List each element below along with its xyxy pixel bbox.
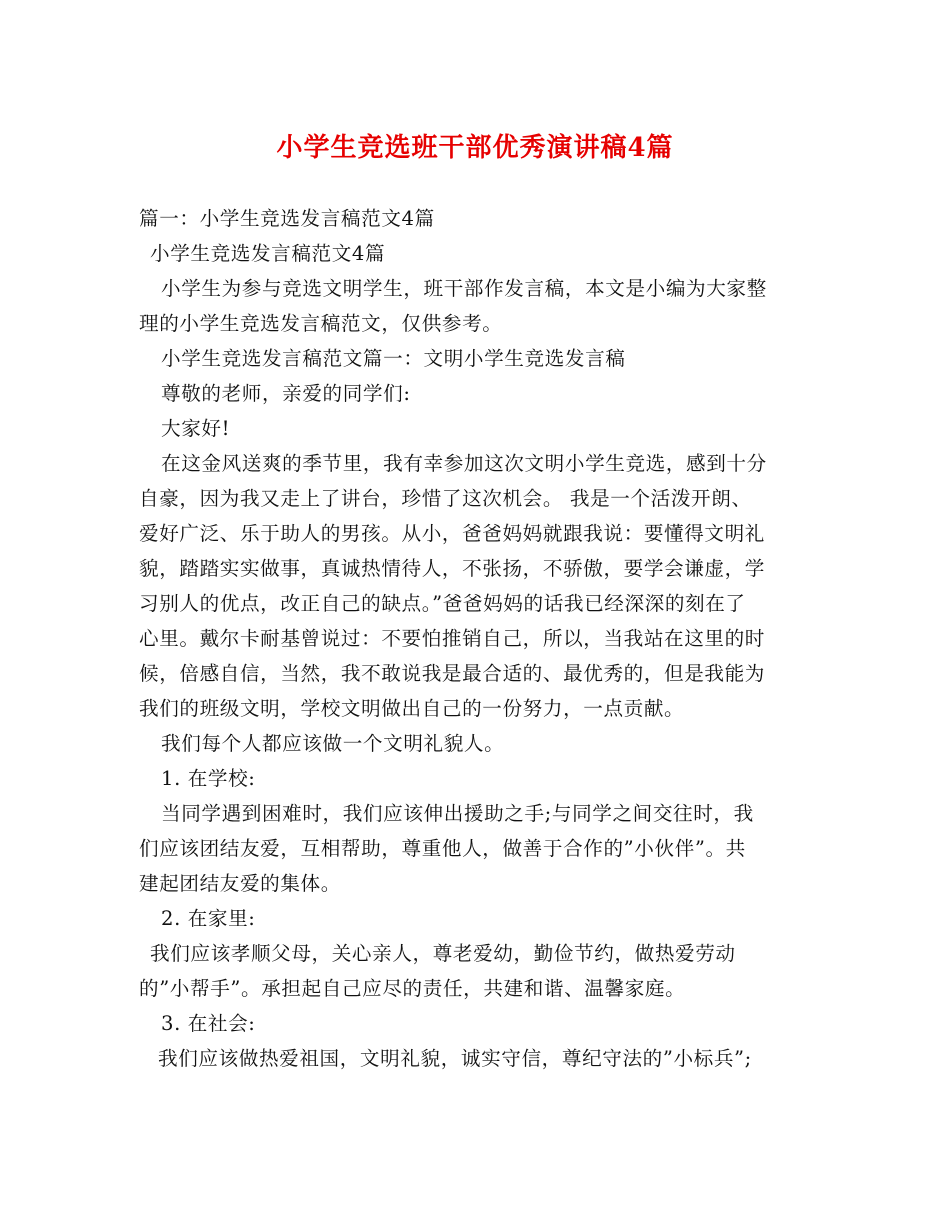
text-line: 的”小帮手”。承担起自己应尽的责任，共建和谐、温馨家庭。 (139, 977, 686, 1000)
text-line: 理的小学生竞选发言稿范文，仅供参考。 (139, 312, 503, 335)
text-line: 自豪，因为我又走上了讲台，珍惜了这次机会。 我是一个活泼开朗、 (139, 487, 752, 510)
text-line: 当同学遇到困难时，我们应该伸出援助之手;与同学之间交往时，我 (161, 802, 754, 825)
text-line: 1. 在学校: (161, 767, 256, 790)
text-line: 习别人的优点，改正自己的缺点。”爸爸妈妈的话我已经深深的刻在了 (139, 592, 746, 615)
text-line: 在这金风送爽的季节里，我有幸参加这次文明小学生竞选，感到十分 (161, 452, 767, 475)
text-line: 建起团结友爱的集体。 (139, 872, 341, 895)
text-line: 心里。戴尔卡耐基曾说过：不要怕推销自己，所以，当我站在这里的时 (139, 627, 766, 650)
text-line: 我们每个人都应该做一个文明礼貌人。 (161, 732, 505, 755)
text-line: 篇一：小学生竞选发言稿范文4篇 (139, 207, 435, 230)
text-line: 尊敬的老师，亲爱的同学们: (161, 382, 411, 405)
text-line: 貌，踏踏实实做事，真诚热情待人，不张扬，不骄傲，要学会谦虚，学 (139, 557, 766, 580)
text-line: 我们的班级文明，学校文明做出自己的一份努力，一点贡献。 (139, 697, 685, 720)
text-line: 小学生竞选发言稿范文4篇 (150, 242, 386, 265)
text-line: 3. 在社会: (161, 1012, 256, 1035)
text-line: 我们应该孝顺父母，关心亲人，尊老爱幼，勤俭节约，做热爱劳动 (150, 942, 736, 965)
text-line: 大家好! (161, 417, 231, 440)
document-title: 小学生竞选班干部优秀演讲稿4篇 (276, 133, 674, 163)
text-line: 爱好广泛、乐于助人的男孩。从小，爸爸妈妈就跟我说：要懂得文明礼 (139, 522, 766, 545)
text-line: 们应该团结友爱，互相帮助，尊重他人，做善于合作的”小伙伴”。共 (139, 837, 746, 860)
text-line: 2. 在家里: (161, 907, 256, 930)
text-line: 小学生为参与竞选文明学生，班干部作发言稿，本文是小编为大家整 (161, 277, 767, 300)
document-body (139, 201, 819, 1076)
text-line: 候，倍感自信，当然，我不敢说我是最合适的、最优秀的，但是我能为 (139, 662, 766, 685)
text-line: 小学生竞选发言稿范文篇一：文明小学生竞选发言稿 (161, 347, 626, 370)
text-line: 我们应该做热爱祖国，文明礼貌，诚实守信，尊纪守法的”小标兵”; (158, 1047, 752, 1070)
